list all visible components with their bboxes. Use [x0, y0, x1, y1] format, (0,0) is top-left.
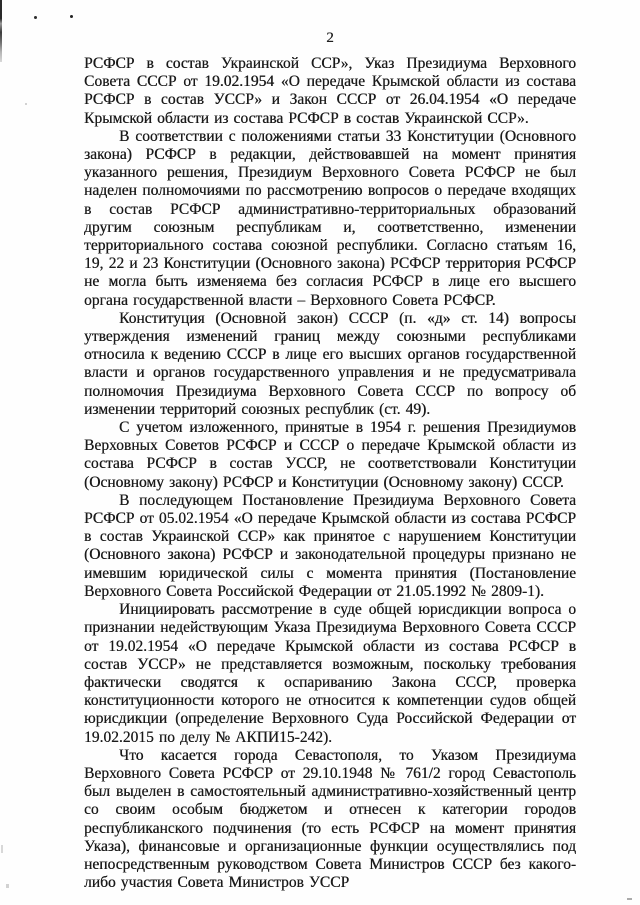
- scan-speck-artifact: [1, 845, 3, 853]
- paragraph: Инициировать рассмотрение в суде общей юрисдикции вопроса о признании недействующим Указа Президиума Верховного Совета СССР от 19.02.1954 «О передаче Крымской области из состава РСФСР в состав УССР» не представляется возможным, поскольку требования фактически сводятся к оспариванию Закона СССР, проверка конституционности которого не относится к компетенции судов общей юрисдикции (определение Верховного Суда Российской Федерации от 19.02.2015 по делу № АКПИ15-242).: [84, 601, 576, 746]
- document-body: [84, 55, 576, 892]
- paragraph: В соответствии с положениями статьи 33 Конституции (Основного закона) РСФСР в редакции, действовавшей на момент принятия указанного решения, Президиум Верховного Совета РСФСР не был наделен полномочиями по рассмотрению вопросов о передаче входящих в состав РСФСР административно-территориальных образований другим союзным республикам и, соответственно, изменении территориального состава союзной республики. Согласно статьям 16, 19, 22 и 23 Конституции (Основного закона) РСФСР территория РСФСР не могла быть изменяема без согласия РСФСР в лице его высшего органа государственной власти – Верховного Совета РСФСР.: [84, 127, 576, 309]
- paragraph: С учетом изложенного, принятые в 1954 г. решения Президиумов Верховных Советов РСФСР и СССР о передаче Крымской области из состава РСФСР в состав УССР, не соответствовали Конституции (Основному закону) РСФСР и Конституции (Основному закону) СССР.: [84, 419, 576, 491]
- scan-edge-artifact: [0, 0, 2, 62]
- paragraph: Что касается города Севастополя, то Указом Президиума Верховного Совета РСФСР от 29.10.1948 № 761/2 город Севастополь был выделен в самостоятельный административно-хозяйственный центр со своим особым бюджетом и отнесен к категории городов республиканского подчинения (то есть РСФСР на момент принятия Указа), финансовые и организационные функции осуществлялись под непосредственным руководством Совета Министров СССР без какого-либо участия Совета Министров УССР: [84, 746, 576, 892]
- page-number: 2: [326, 30, 334, 46]
- paragraph-continuation: РСФСР в состав Украинской ССР», Указ Президиума Верховного Совета СССР от 19.02.1954 «О передаче Крымской области из состава РСФСР в состав УССР» и Закон СССР от 26.04.1954 «О передаче Крымской области из состава РСФСР в состав Украинской ССР».: [84, 55, 576, 127]
- scan-speck-artifact: [70, 15, 73, 18]
- scan-speck-artifact: [6, 884, 9, 888]
- paragraph: В последующем Постановление Президиума Верховного Совета РСФСР от 05.02.1954 «О передаче Крымской области из состава РСФСР в состав Украинской ССР» как принятое с нарушением Конституции (Основного закона) РСФСР и законодательной процедуры признано не имевшим юридической силы с момента принятия (Постановление Верховного Совета Российской Федерации от 21.05.1992 № 2809-1).: [84, 491, 576, 600]
- paragraph: Конституция (Основной закон) СССР (п. «д» ст. 14) вопросы утверждения изменений границ между союзными республиками относила к ведению СССР в лице его высших органов государственной власти и органов государственного управления и не предусматривала полномочия Президиума Верховного Совета СССР по вопросу об изменении территорий союзных республик (ст. 49).: [84, 309, 576, 418]
- scan-speck-artifact: [627, 898, 632, 900]
- scan-speck-artifact: [25, 103, 27, 105]
- scan-speck-artifact: [34, 16, 37, 19]
